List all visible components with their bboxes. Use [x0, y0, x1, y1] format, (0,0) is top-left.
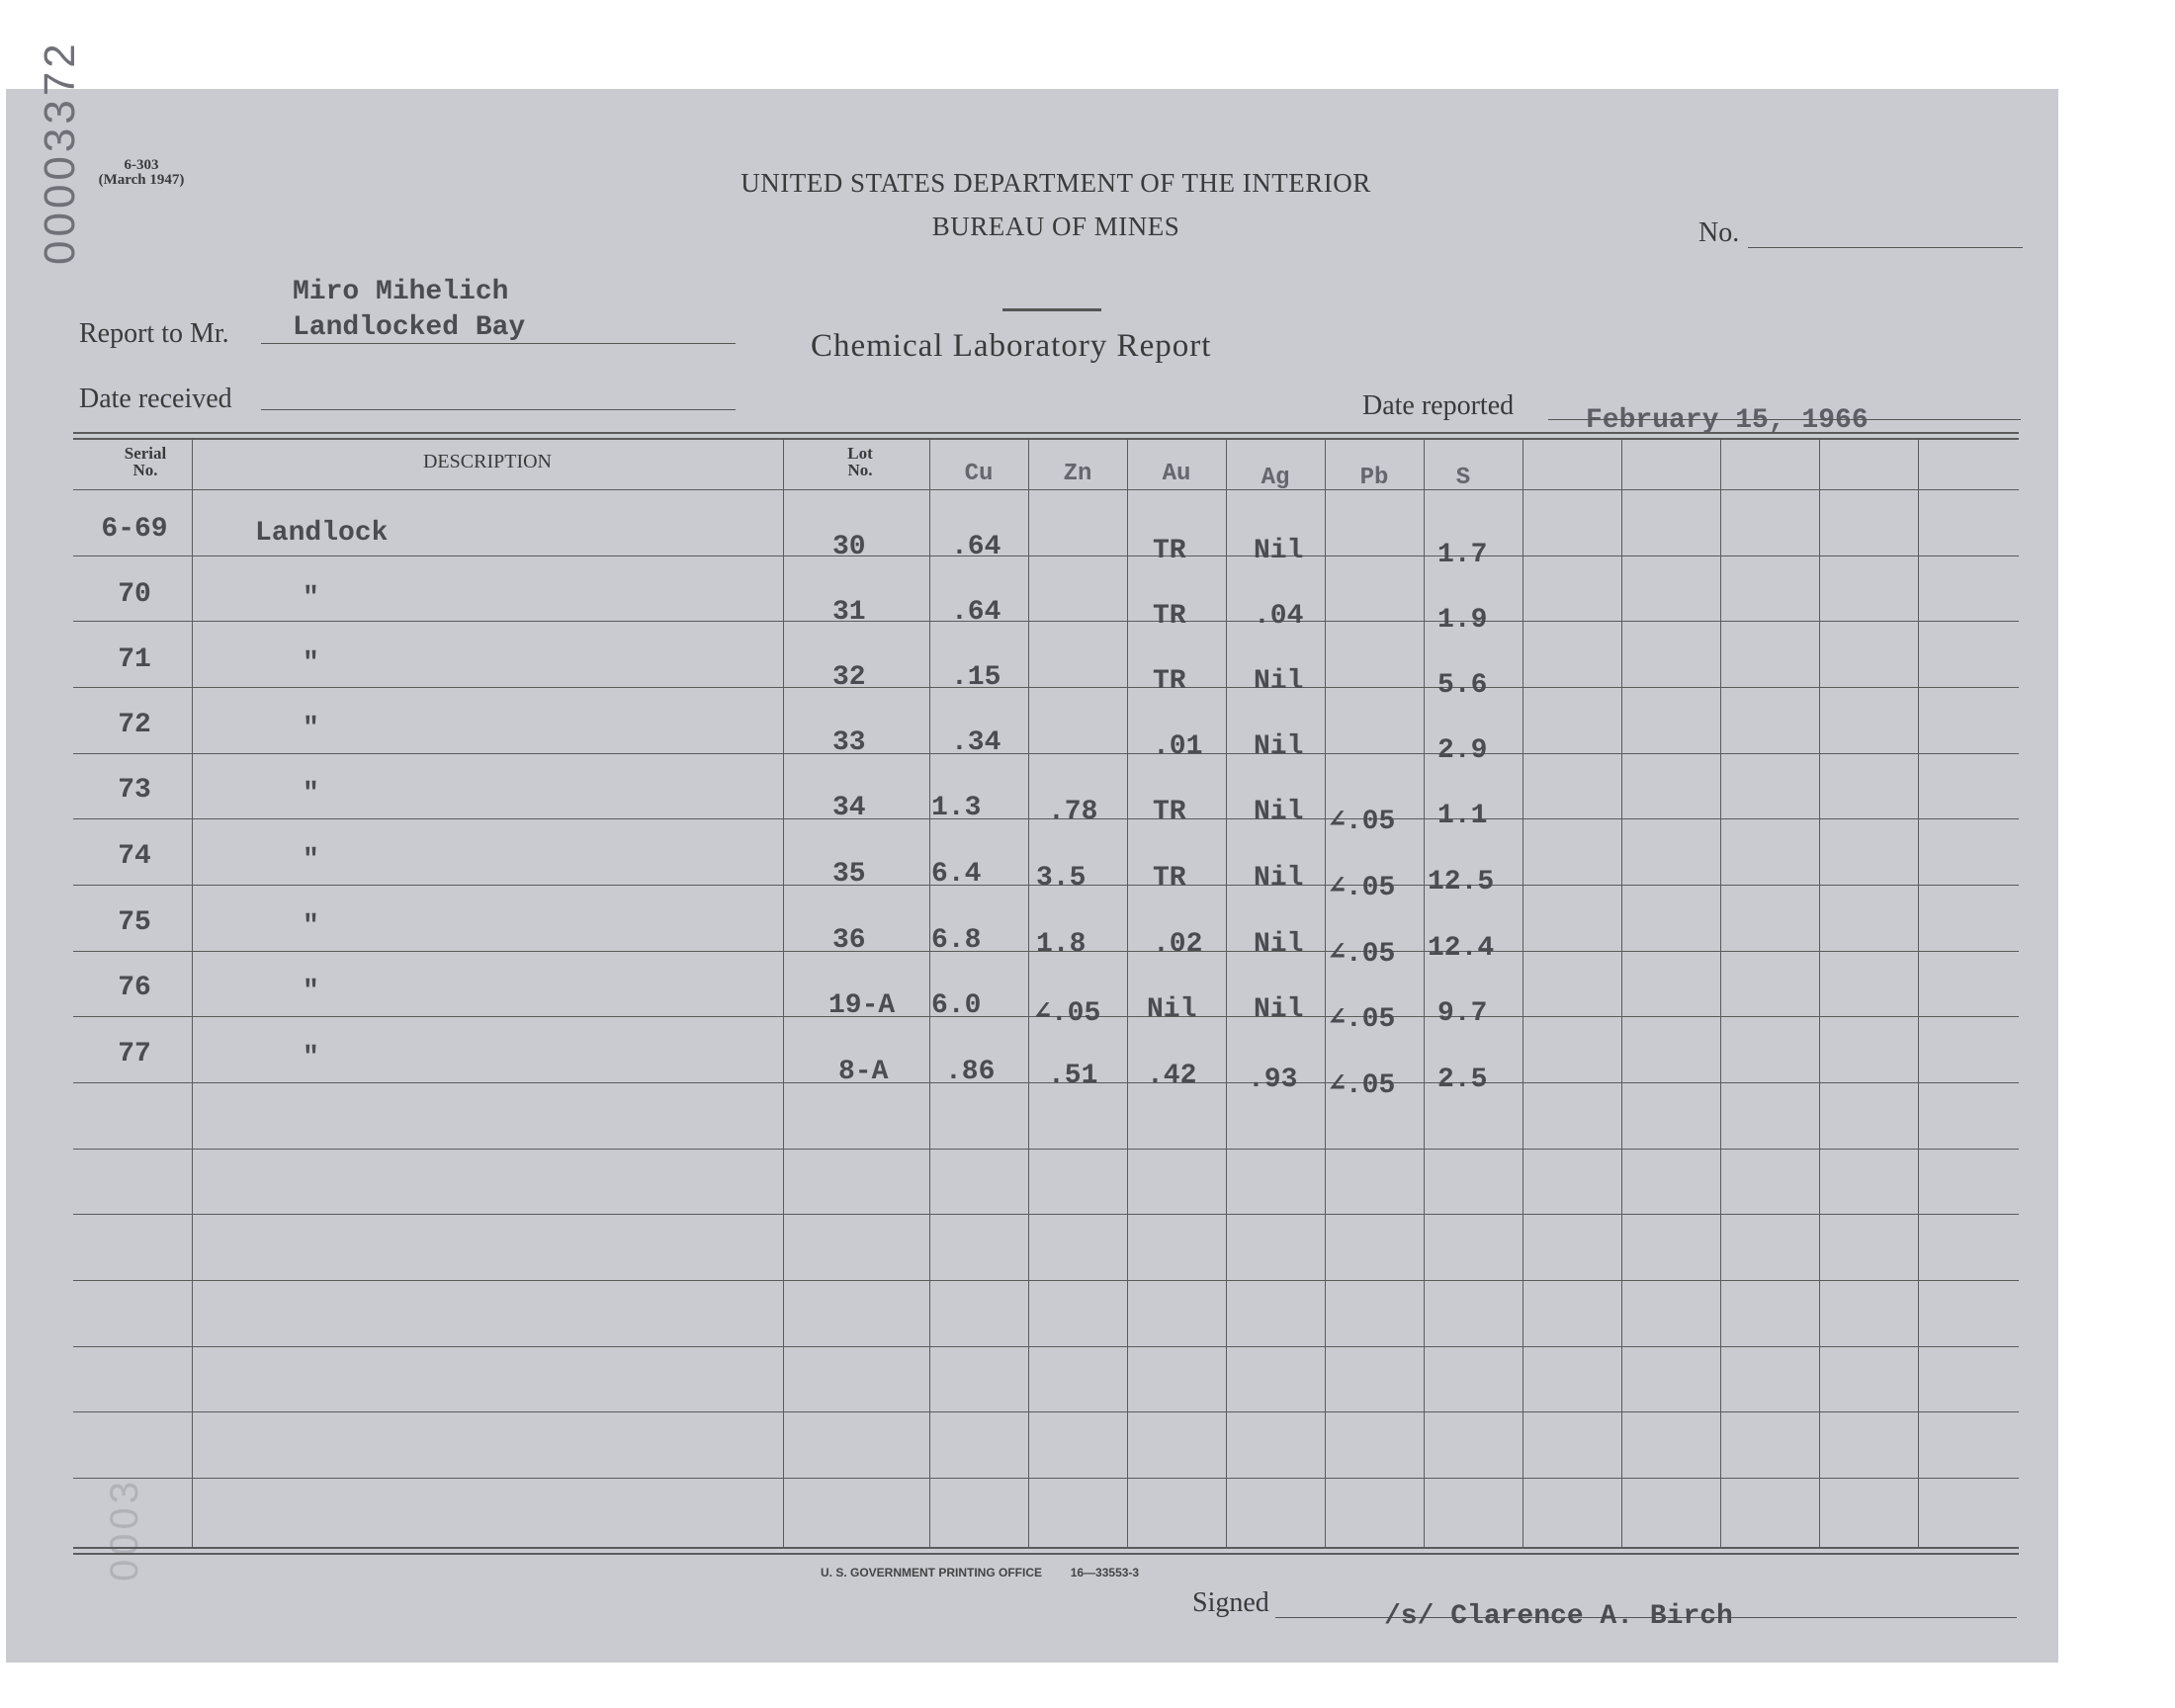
s-header: S [1455, 465, 1471, 491]
au-cell: TR [1153, 863, 1186, 894]
col-divider [1819, 438, 1820, 1547]
signed-label: Signed [1192, 1587, 1269, 1618]
description-cell: " [303, 911, 319, 942]
zn-cell: 1.8 [1036, 929, 1087, 960]
ag-cell: Nil [1254, 994, 1304, 1025]
col-divider [192, 438, 193, 1547]
report-title: Chemical Laboratory Report [811, 328, 1212, 364]
row-line [73, 818, 2019, 819]
au-cell: TR [1153, 797, 1186, 827]
lot-cell: 35 [832, 859, 866, 890]
cu-cell: .34 [951, 727, 1001, 758]
recipient-place: Landlocked Bay [293, 312, 526, 343]
row-line [73, 1082, 2019, 1083]
col-divider [929, 438, 930, 1547]
serial-cell: 6-69 [101, 514, 168, 545]
lot-cell: 31 [832, 597, 866, 628]
zn-cell: 3.5 [1036, 863, 1087, 894]
lot-header-line1: Lot [847, 444, 873, 463]
col-divider [1522, 438, 1523, 1547]
au-cell: .01 [1153, 731, 1203, 762]
s-cell: 12.4 [1428, 933, 1495, 964]
report-to-line [261, 343, 736, 344]
row-line [73, 1280, 2019, 1281]
s-cell: 5.6 [1437, 670, 1488, 701]
au-cell: TR [1153, 536, 1186, 566]
s-cell: 1.7 [1437, 540, 1488, 570]
row-line [73, 1149, 2019, 1150]
s-cell: 1.1 [1437, 801, 1488, 831]
serial-cell: 77 [118, 1039, 151, 1069]
zn-cell: .78 [1048, 797, 1098, 827]
cu-cell: .64 [951, 597, 1001, 628]
cu-cell: 6.4 [931, 859, 982, 890]
au-header: Au [1162, 461, 1191, 487]
cu-cell: 1.3 [931, 793, 982, 823]
lot-cell: 32 [832, 662, 866, 693]
table-top-rule [73, 432, 2019, 434]
description-cell: " [303, 648, 319, 679]
row-line [73, 1214, 2019, 1215]
ag-cell: Nil [1254, 666, 1304, 697]
serial-header [99, 445, 192, 478]
description-header: DESCRIPTION [422, 451, 552, 472]
s-cell: 12.5 [1428, 867, 1495, 897]
form-number [77, 158, 206, 188]
au-cell: .42 [1147, 1061, 1197, 1091]
lot-cell: 30 [832, 532, 866, 562]
date-reported-value: February 15, 1966 [1586, 405, 1869, 436]
printing-office-text: U. S. GOVERNMENT PRINTING OFFICE [821, 1566, 1043, 1580]
side-stamp-faint: 0003 [103, 1478, 146, 1581]
lot-header [811, 445, 910, 478]
au-cell: TR [1153, 666, 1186, 697]
lot-cell: 8-A [838, 1057, 889, 1087]
description-cell: " [303, 779, 319, 810]
row-line [73, 1411, 2019, 1412]
lot-cell: 19-A [828, 990, 896, 1021]
table-top-rule-2 [73, 438, 2019, 440]
serial-cell: 72 [118, 710, 151, 740]
col-divider [1226, 438, 1227, 1547]
pb-cell: ∠.05 [1329, 1070, 1396, 1101]
table-bottom-rule [73, 1547, 2019, 1549]
agency-heading: UNITED STATES DEPARTMENT OF THE INTERIOR [740, 168, 1371, 198]
ag-cell: Nil [1254, 929, 1304, 960]
ag-cell: Nil [1254, 863, 1304, 894]
report-to-label: Report to Mr. [79, 318, 229, 349]
cu-header: Cu [964, 461, 994, 487]
pb-cell: ∠.05 [1329, 873, 1396, 903]
form-date-text: (March 1947) [98, 172, 185, 188]
col-divider [1028, 438, 1029, 1547]
cu-cell: .64 [951, 532, 1001, 562]
cu-cell: .86 [945, 1057, 996, 1087]
ag-cell: Nil [1254, 797, 1304, 827]
lot-cell: 34 [832, 793, 866, 823]
row-line [73, 1346, 2019, 1347]
serial-cell: 76 [118, 973, 151, 1003]
zn-cell: ∠.05 [1034, 998, 1101, 1029]
header-rule [73, 489, 2019, 490]
col-divider [1918, 438, 1919, 1547]
bureau-heading: BUREAU OF MINES [931, 212, 1180, 241]
row-line [73, 753, 2019, 754]
row-line [73, 555, 2019, 556]
side-stamp-number: 00003372 [36, 40, 84, 265]
col-divider [1325, 438, 1326, 1547]
pb-header: Pb [1359, 465, 1389, 491]
ag-cell: .93 [1248, 1065, 1298, 1095]
ag-cell: .04 [1254, 601, 1304, 632]
date-received-line [261, 409, 736, 410]
ag-cell: Nil [1254, 536, 1304, 566]
printing-office [821, 1566, 1139, 1580]
signature: /s/ Clarence A. Birch [1384, 1601, 1733, 1632]
no-field-line [1748, 247, 2023, 248]
description-cell: Landlock [255, 518, 389, 549]
description-cell: " [303, 583, 319, 614]
row-line [73, 621, 2019, 622]
print-code: 16—33553-3 [1070, 1566, 1140, 1580]
lot-header-line2: No. [847, 461, 873, 479]
serial-cell: 71 [118, 644, 151, 675]
no-label: No. [1698, 217, 1740, 248]
row-line [73, 687, 2019, 688]
serial-header-line1: Serial [124, 444, 167, 463]
description-cell: " [303, 845, 319, 876]
description-cell: " [303, 1043, 319, 1073]
form-number-text: 6-303 [124, 157, 159, 173]
lot-cell: 33 [832, 727, 866, 758]
serial-header-line2: No. [132, 461, 158, 479]
cu-cell: .15 [951, 662, 1001, 693]
serial-cell: 70 [118, 579, 151, 610]
date-reported-line [1548, 419, 2021, 420]
ag-header: Ag [1261, 465, 1290, 491]
pb-cell: ∠.05 [1329, 1004, 1396, 1035]
au-cell: TR [1153, 601, 1186, 632]
zn-cell: .51 [1048, 1061, 1098, 1091]
cu-cell: 6.0 [931, 990, 982, 1021]
col-divider [1127, 438, 1128, 1547]
date-received-label: Date received [79, 384, 232, 414]
recipient-name: Miro Mihelich [293, 277, 509, 307]
lot-cell: 36 [832, 925, 866, 956]
title-rule [1002, 308, 1101, 311]
col-divider [1424, 438, 1425, 1547]
row-line [73, 1478, 2019, 1479]
zn-header: Zn [1063, 461, 1092, 487]
description-cell: " [303, 977, 319, 1007]
ag-cell: Nil [1254, 731, 1304, 762]
s-cell: 1.9 [1437, 605, 1488, 636]
col-divider [1621, 438, 1622, 1547]
s-cell: 2.5 [1437, 1065, 1488, 1095]
serial-cell: 74 [118, 841, 151, 872]
cu-cell: 6.8 [931, 925, 982, 956]
serial-cell: 73 [118, 775, 151, 806]
table-bottom-rule-2 [73, 1553, 2019, 1555]
serial-cell: 75 [118, 907, 151, 938]
pb-cell: ∠.05 [1329, 807, 1396, 837]
col-divider [1720, 438, 1721, 1547]
pb-cell: ∠.05 [1329, 939, 1396, 970]
au-cell: .02 [1153, 929, 1203, 960]
description-cell: " [303, 714, 319, 744]
col-divider [783, 438, 784, 1547]
s-cell: 9.7 [1437, 998, 1488, 1029]
s-cell: 2.9 [1437, 735, 1488, 766]
date-reported-label: Date reported [1362, 390, 1515, 421]
au-cell: Nil [1147, 994, 1197, 1025]
